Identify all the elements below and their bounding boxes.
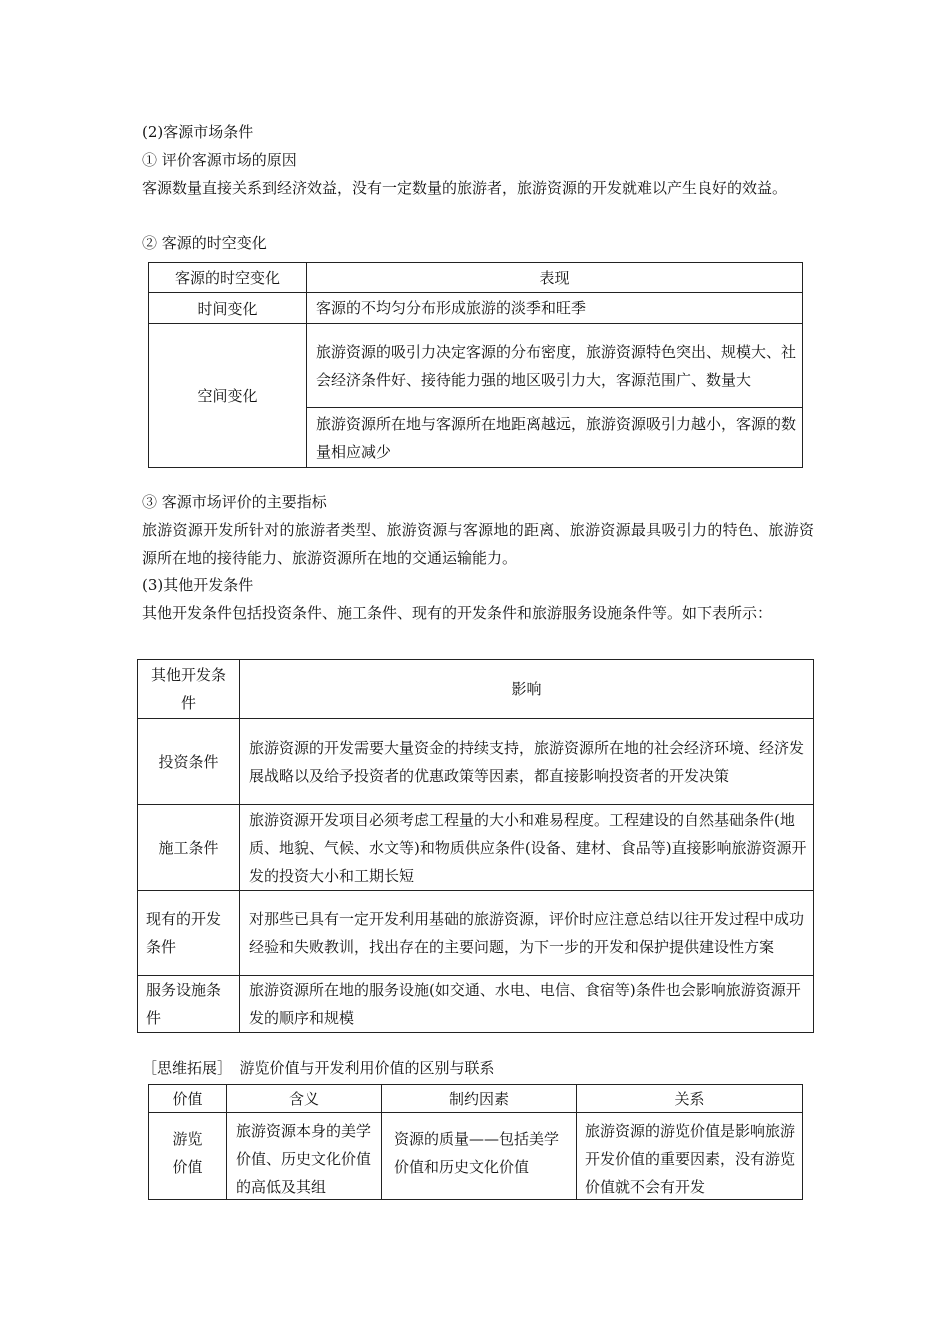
section-heading-market: (2)客源市场条件 bbox=[142, 123, 254, 141]
section-heading-other: (3)其他开发条件 bbox=[142, 576, 254, 594]
paragraph-evaluate-reason: 客源数量直接关系到经济效益，没有一定数量的旅游者，旅游资源的开发就难以产生良好的效益。 bbox=[142, 179, 788, 197]
row-label-investment: 投资条件 bbox=[138, 719, 240, 805]
paragraph-other-intro: 其他开发条件包括投资条件、施工条件、现有的开发条件和旅游服务设施条件等。如下表所示： bbox=[142, 604, 773, 622]
row-text-time: 客源的不均匀分布形成旅游的淡季和旺季 bbox=[307, 293, 803, 324]
col-header-other-conditions: 其他开发条件 bbox=[138, 660, 240, 719]
table-row bbox=[138, 891, 814, 976]
row-label-space: 空间变化 bbox=[149, 324, 307, 468]
row-text-service: 旅游资源所在地的服务设施(如交通、水电、电信、食宿等)条件也会影响旅游资源开发的顺序和规模 bbox=[240, 976, 814, 1033]
row-relation-text: 旅游资源的游览价值是影响旅游开发价值的重要因素，没有游览价值就不会有开发 bbox=[585, 1122, 796, 1196]
col-header-relation: 关系 bbox=[577, 1085, 803, 1113]
subheading-spacetime-change: ② 客源的时空变化 bbox=[142, 234, 267, 252]
row-text-space-attraction: 旅游资源的吸引力决定客源的分布密度，旅游资源特色突出、规模大、社会经济条件好、接待能力强的地区吸引力大，客源范围广、数量大 bbox=[307, 324, 803, 408]
table-header-row bbox=[149, 263, 803, 293]
row-text-investment: 旅游资源的开发需要大量资金的持续支持，旅游资源所在地的社会经济环境、经济发展战略以及给予投资者的优惠政策等因素，都直接影响投资者的开发决策 bbox=[240, 719, 814, 805]
table-row bbox=[149, 293, 803, 324]
row-text-existing: 对那些已具有一定开发利用基础的旅游资源，评价时应注意总结以往开发过程中成功经验和失败教训，找出存在的主要问题，为下一步的开发和保护提供建设性方案 bbox=[240, 891, 814, 976]
table-row bbox=[138, 805, 814, 891]
row-meaning-cell bbox=[227, 1113, 382, 1200]
row-meaning-text: 旅游资源本身的美学价值、历史文化价值的高低及其组 bbox=[236, 1122, 372, 1196]
row-label-service: 服务设施条件 bbox=[138, 976, 240, 1033]
table-other-conditions bbox=[137, 659, 814, 1033]
col-header-value: 价值 bbox=[149, 1085, 227, 1113]
table-header-row bbox=[149, 1085, 803, 1113]
col-header-performance: 表现 bbox=[307, 263, 803, 293]
table-row bbox=[138, 719, 814, 805]
table-value-comparison bbox=[148, 1084, 803, 1200]
section-heading-extension: ［思维拓展］ 游览价值与开发利用价值的区别与联系 bbox=[142, 1059, 495, 1077]
table-row bbox=[138, 976, 814, 1033]
subheading-market-indicators: ③ 客源市场评价的主要指标 bbox=[142, 493, 327, 511]
col-header-meaning: 含义 bbox=[227, 1085, 382, 1113]
table-row bbox=[149, 1113, 803, 1200]
subheading-evaluate-reason: ① 评价客源市场的原因 bbox=[142, 151, 297, 169]
row-text-space-distance: 旅游资源所在地与客源所在地距离越远，旅游资源吸引力越小，客源的数量相应减少 bbox=[307, 408, 803, 468]
paragraph-market-indicators: 旅游资源开发所针对的旅游者类型、旅游资源与客源地的距离、旅游资源最具吸引力的特色、旅游资源所在地的接待能力、旅游资源所在地的交通运输能力。 bbox=[142, 521, 814, 567]
col-header-spacetime: 客源的时空变化 bbox=[149, 263, 307, 293]
row-label-sightseeing-value: 游览价值 bbox=[149, 1113, 227, 1200]
row-label-construction: 施工条件 bbox=[138, 805, 240, 891]
col-header-factor: 制约因素 bbox=[382, 1085, 577, 1113]
table-header-row bbox=[138, 660, 814, 719]
row-factor-cell bbox=[382, 1113, 577, 1200]
col-header-impact: 影响 bbox=[240, 660, 814, 719]
table-row bbox=[149, 324, 803, 408]
row-text-construction: 旅游资源开发项目必须考虑工程量的大小和难易程度。工程建设的自然基础条件(地质、地貌、气候、水文等)和物质供应条件(设备、建材、食品等)直接影响旅游资源开发的投资大小和工期长短 bbox=[240, 805, 814, 891]
row-factor-text: 资源的质量——包括美学价值和历史文化价值 bbox=[394, 1130, 560, 1176]
row-label-existing: 现有的开发条件 bbox=[138, 891, 240, 976]
row-label-time: 时间变化 bbox=[149, 293, 307, 324]
table-spacetime-change bbox=[148, 262, 803, 468]
row-relation-cell bbox=[577, 1113, 803, 1200]
